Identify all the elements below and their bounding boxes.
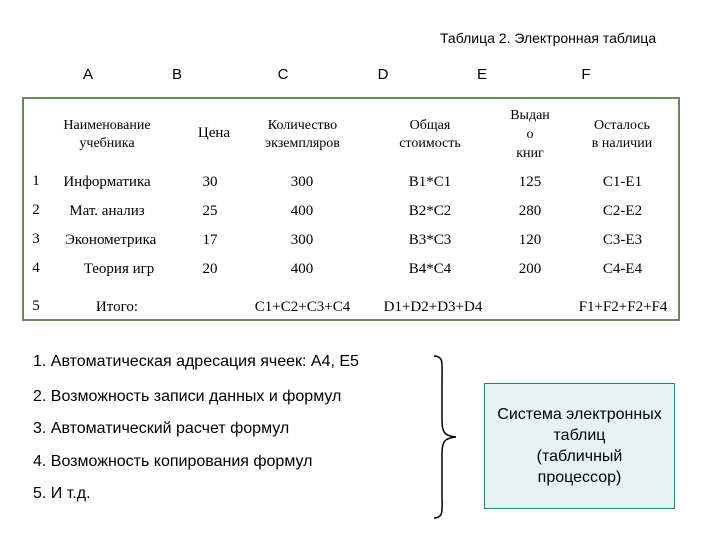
- header-name: Наименование учебника: [63, 118, 151, 151]
- cell-remaining-sum: F1+F2+F2+F4: [578, 299, 668, 315]
- cell-issued-4: 200: [518, 261, 542, 277]
- column-letter-f: F: [581, 66, 591, 83]
- cell-quantity-1: 300: [290, 174, 314, 190]
- cell-remaining-2: C2-E2: [602, 203, 643, 219]
- column-letter-e: E: [476, 66, 487, 83]
- cell-total-3: B3*C3: [408, 232, 452, 248]
- cell-total-sum: D1+D2+D3+D4: [383, 299, 483, 315]
- cell-total-label: Итого:: [95, 299, 139, 315]
- list-item: 2. Возможность записи данных и формул: [33, 388, 342, 405]
- list-item: 5. И т.д.: [33, 485, 91, 502]
- cell-price-4: 20: [202, 261, 218, 277]
- cell-name-4: Теория игр: [83, 261, 155, 277]
- header-issued: Выдан о книг: [510, 108, 550, 161]
- row-number-1: 1: [32, 173, 40, 189]
- list-item: 4. Возможность копирования формул: [33, 453, 313, 470]
- cell-issued-3: 120: [518, 232, 542, 248]
- header-remaining: Осталось в наличии: [591, 118, 653, 151]
- curly-brace-icon: [428, 352, 468, 522]
- cell-quantity-3: 300: [290, 232, 314, 248]
- list-item: 3. Автоматический расчет формул: [33, 420, 290, 437]
- cell-price-3: 17: [202, 232, 218, 248]
- cell-total-2: B2*C2: [408, 203, 452, 219]
- cell-remaining-1: C1-E1: [602, 174, 643, 190]
- cell-remaining-3: C3-E3: [602, 232, 643, 248]
- column-letter-a: A: [82, 66, 93, 83]
- cell-total-4: B4*C4: [408, 261, 452, 277]
- cell-price-1: 30: [202, 174, 218, 190]
- column-letter-d: D: [377, 66, 389, 83]
- cell-issued-1: 125: [518, 174, 542, 190]
- column-letter-b: B: [171, 66, 182, 83]
- row-number-2: 2: [32, 202, 40, 218]
- row-number-4: 4: [32, 260, 40, 276]
- column-letter-c: C: [277, 66, 289, 83]
- cell-price-2: 25: [202, 203, 218, 219]
- cell-name-2: Мат. анализ: [69, 203, 145, 219]
- cell-name-3: Эконометрика: [65, 232, 157, 248]
- system-description-box: Система электронных таблиц (табличный процессор): [484, 383, 675, 509]
- cell-remaining-4: C4-E4: [602, 261, 643, 277]
- cell-total-1: B1*C1: [408, 174, 452, 190]
- header-price: Цена: [197, 125, 231, 141]
- cell-issued-2: 280: [518, 203, 542, 219]
- cell-quantity-sum: C1+C2+C3+C4: [254, 299, 351, 315]
- header-quantity: Количество экземпляров: [265, 118, 340, 151]
- row-number-5: 5: [32, 298, 40, 314]
- cell-quantity-2: 400: [290, 203, 314, 219]
- cell-name-1: Информатика: [63, 174, 151, 190]
- header-total-cost: Общая стоимость: [399, 118, 461, 151]
- cell-quantity-4: 400: [290, 261, 314, 277]
- page-title: Таблица 2. Электронная таблица: [440, 30, 657, 46]
- list-item: 1. Автоматическая адресация ячеек: А4, E5: [33, 353, 359, 370]
- row-number-3: 3: [32, 231, 40, 247]
